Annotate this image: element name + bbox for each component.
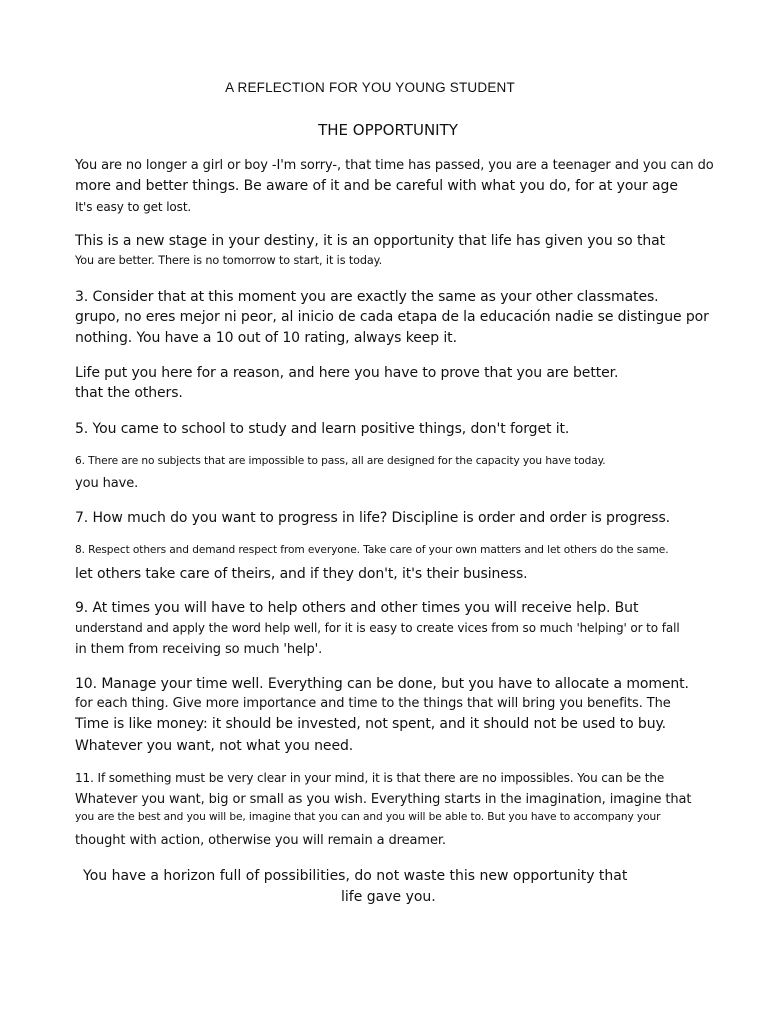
text-line: 5. You came to school to study and learn positive things, don't forget it. bbox=[75, 421, 570, 437]
closing-line: life gave you. bbox=[341, 889, 436, 905]
text-line: 7. How much do you want to progress in life? Discipline is order and order is progress. bbox=[75, 510, 671, 526]
text-line: You are no longer a girl or boy -I'm sorry-, that time has passed, you are a teenager and you can do bbox=[75, 158, 714, 173]
text-line: You are better. There is no tomorrow to start, it is today. bbox=[75, 254, 383, 267]
text-line: Life put you here for a reason, and here you have to prove that you are better. bbox=[75, 365, 619, 381]
text-line: understand and apply the word help well, for it is easy to create vices from so much 'helping' or to fall bbox=[75, 621, 680, 635]
text-line: let others take care of theirs, and if they don't, it's their business. bbox=[75, 566, 528, 582]
text-line: nothing. You have a 10 out of 10 rating, always keep it. bbox=[75, 330, 457, 346]
text-line: 3. Consider that at this moment you are exactly the same as your other classmates. bbox=[75, 289, 659, 305]
text-line: 11. If something must be very clear in your mind, it is that there are no impossibles. You can be the bbox=[75, 771, 665, 785]
text-line: 6. There are no subjects that are impossible to pass, all are designed for the capacity you have today. bbox=[75, 455, 606, 467]
text-line: This is a new stage in your destiny, it is an opportunity that life has given you so that bbox=[75, 233, 666, 249]
text-line: for each thing. Give more importance and time to the things that will bring you benefits. The bbox=[75, 696, 671, 711]
text-line: thought with action, otherwise you will remain a dreamer. bbox=[75, 833, 446, 848]
text-line: you have. bbox=[75, 476, 139, 491]
text-line: 9. At times you will have to help others and other times you will receive help. But bbox=[75, 600, 639, 616]
text-line: Time is like money: it should be invested, not spent, and it should not be used to buy. bbox=[75, 716, 667, 732]
text-line: Whatever you want, not what you need. bbox=[75, 738, 354, 754]
text-line: 10. Manage your time well. Everything can be done, but you have to allocate a moment. bbox=[75, 676, 689, 692]
text-line: Whatever you want, big or small as you wish. Everything starts in the imagination, imagine that bbox=[75, 792, 692, 807]
text-line: you are the best and you will be, imagine that you can and you will be able to. But you have to accompany your bbox=[75, 811, 661, 823]
document-heading: A REFLECTION FOR YOU YOUNG STUDENT bbox=[225, 80, 515, 95]
closing-line: You have a horizon full of possibilities, do not waste this new opportunity that bbox=[83, 868, 628, 884]
text-line: more and better things. Be aware of it and be careful with what you do, for at your age bbox=[75, 178, 678, 194]
text-line: It's easy to get lost. bbox=[75, 200, 192, 214]
text-line: grupo, no eres mejor ni peor, al inicio de cada etapa de la educación nadie se distingue por bbox=[75, 309, 709, 325]
text-line: 8. Respect others and demand respect from everyone. Take care of your own matters and let others do the same. bbox=[75, 544, 669, 556]
text-line: that the others. bbox=[75, 385, 183, 401]
document-title: THE OPPORTUNITY bbox=[318, 121, 458, 139]
text-line: in them from receiving so much 'help'. bbox=[75, 642, 323, 657]
